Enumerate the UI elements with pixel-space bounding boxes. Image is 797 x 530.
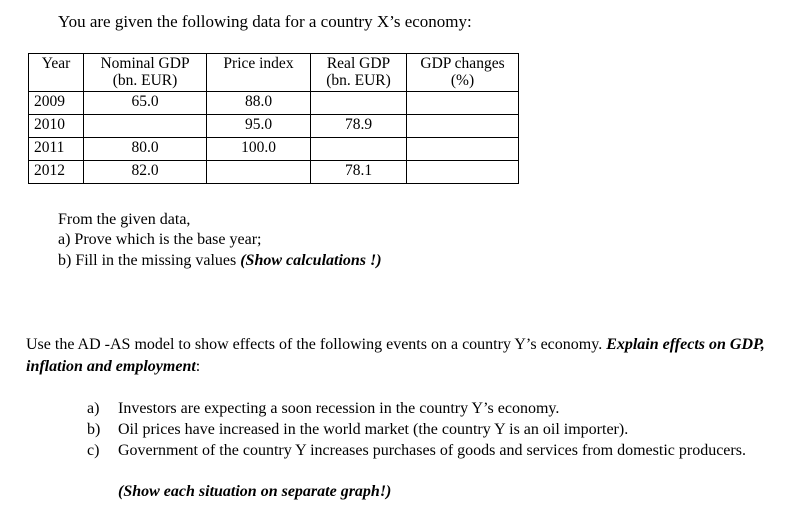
table-row bbox=[29, 161, 519, 184]
cell-nominal-gdp bbox=[84, 115, 207, 138]
cell-real-gdp bbox=[311, 92, 407, 115]
task-b-text: b) Fill in the missing values bbox=[58, 252, 241, 269]
header-real-gdp: Real GDP (bn. EUR) bbox=[311, 54, 407, 92]
cell-year: 2011 bbox=[29, 138, 84, 161]
event-label: a) bbox=[87, 400, 100, 417]
cell-real-gdp: 78.1 bbox=[311, 161, 407, 184]
cell-price-index: 88.0 bbox=[207, 92, 311, 115]
event-text: Government of the country Y increases purchases of goods and services from domestic producers. bbox=[118, 442, 746, 459]
table-header-row bbox=[29, 54, 519, 92]
given-data-text: From the given data, bbox=[58, 211, 191, 228]
graph-note: (Show each situation on separate graph!) bbox=[118, 483, 392, 500]
table-row bbox=[29, 92, 519, 115]
ad-as-emphasis: Explain effects on GDP, inflation and employment bbox=[26, 336, 765, 375]
cell-gdp-changes bbox=[407, 92, 519, 115]
task-a: a) Prove which is the base year; bbox=[58, 231, 262, 248]
cell-price-index bbox=[207, 161, 311, 184]
event-text: Investors are expecting a soon recession in the country Y’s economy. bbox=[118, 400, 560, 417]
economy-data-table bbox=[28, 53, 519, 184]
cell-nominal-gdp: 65.0 bbox=[84, 92, 207, 115]
header-nominal-gdp: Nominal GDP (bn. EUR) bbox=[84, 54, 207, 92]
cell-real-gdp bbox=[311, 138, 407, 161]
event-label: b) bbox=[87, 421, 101, 438]
header-year: Year bbox=[29, 54, 84, 92]
cell-price-index: 100.0 bbox=[207, 138, 311, 161]
cell-year: 2009 bbox=[29, 92, 84, 115]
event-text: Oil prices have increased in the world market (the country Y is an oil importer). bbox=[118, 421, 629, 438]
event-label: c) bbox=[87, 442, 100, 459]
table-row bbox=[29, 138, 519, 161]
cell-real-gdp: 78.9 bbox=[311, 115, 407, 138]
cell-year: 2012 bbox=[29, 161, 84, 184]
ad-as-tail: : bbox=[195, 358, 201, 375]
cell-gdp-changes bbox=[407, 161, 519, 184]
task-b bbox=[58, 250, 382, 271]
ad-as-instruction bbox=[26, 334, 766, 378]
header-gdp-changes: GDP changes (%) bbox=[407, 54, 519, 92]
table-row bbox=[29, 115, 519, 138]
header-price-index: Price index bbox=[207, 54, 311, 92]
cell-year: 2010 bbox=[29, 115, 84, 138]
cell-nominal-gdp: 80.0 bbox=[84, 138, 207, 161]
cell-gdp-changes bbox=[407, 115, 519, 138]
intro-text: You are given the following data for a country X’s economy: bbox=[58, 12, 472, 31]
task-b-emphasis: (Show calculations !) bbox=[240, 252, 382, 269]
cell-price-index: 95.0 bbox=[207, 115, 311, 138]
cell-nominal-gdp: 82.0 bbox=[84, 161, 207, 184]
ad-as-text: Use the AD -AS model to show effects of the following events on a country Y’s economy. bbox=[26, 336, 607, 353]
cell-gdp-changes bbox=[407, 138, 519, 161]
